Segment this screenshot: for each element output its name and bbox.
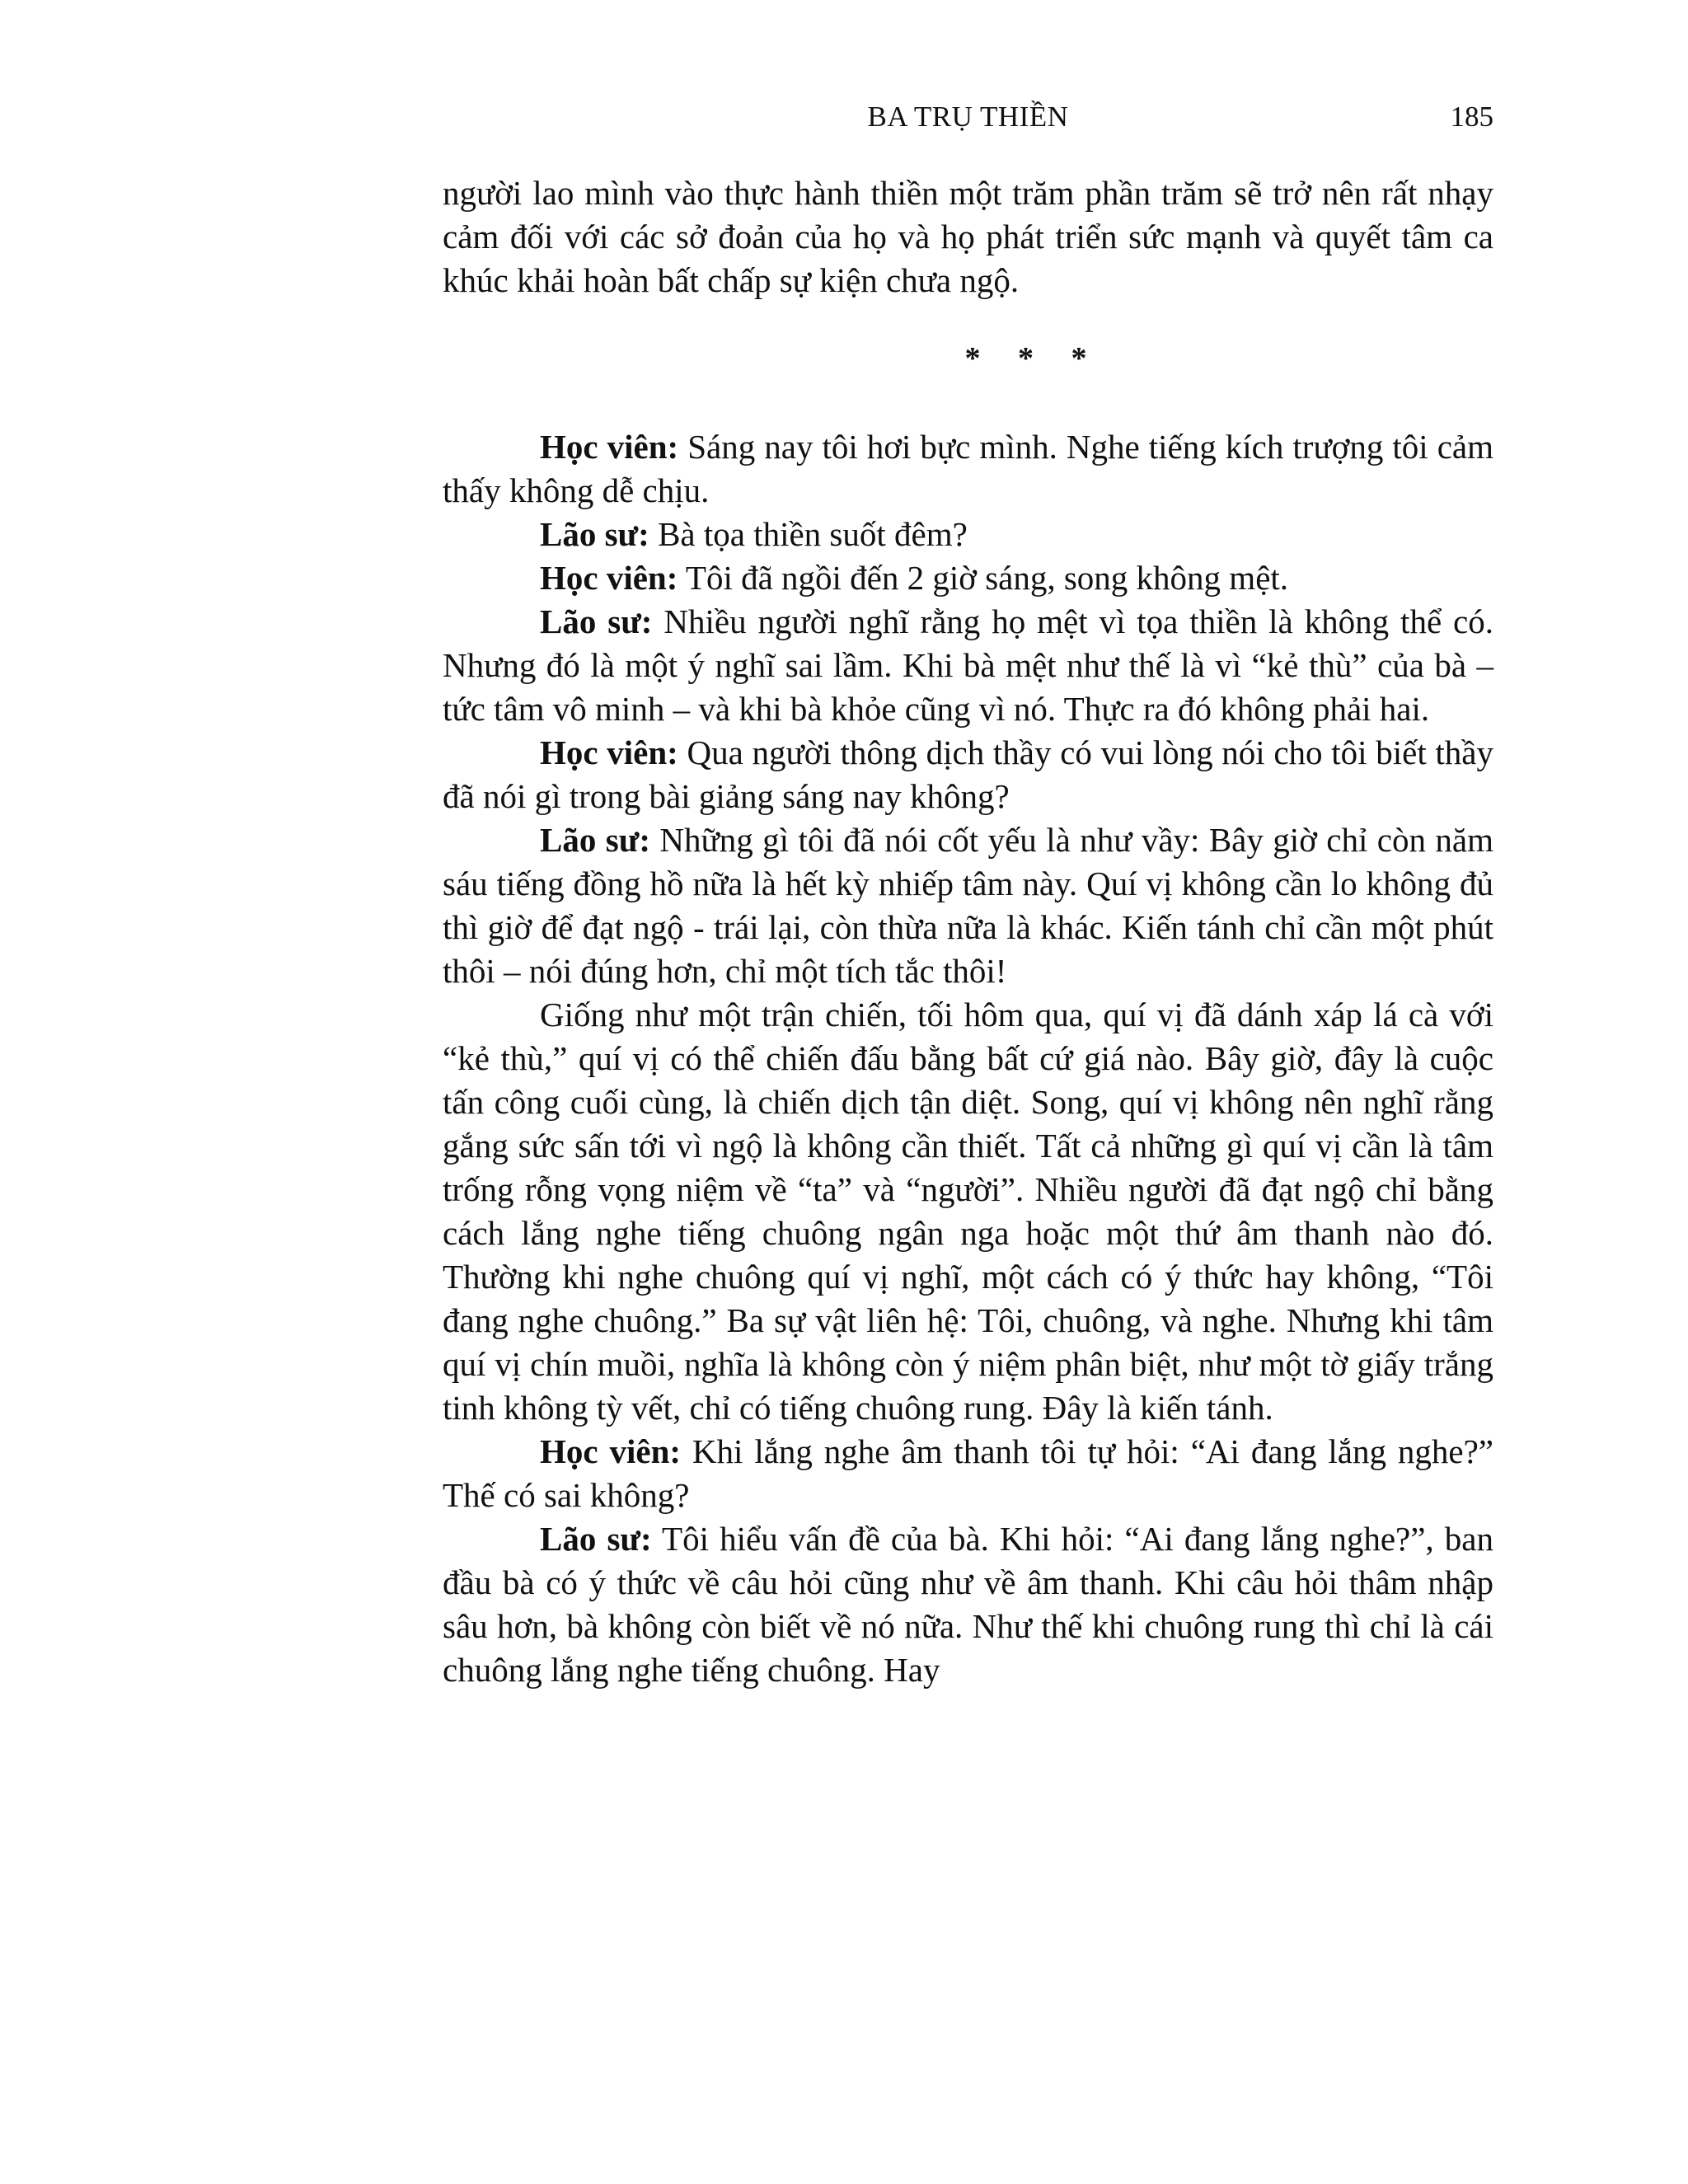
dialogue-text: Giống như một trận chiến, tối hôm qua, quí vị đã dánh xáp lá cà với “kẻ thù,” quí vị có thể chiến đấu bằng bất cứ giá nào. Bây giờ, đây là cuộc tấn công cuối cùng, là chiến dịch tận diệt. Song, quí vị không nên nghĩ rằng gắng sức sấn tới vì ngộ là không cần thiết. Tất cả những gì quí vị cần là tâm trống rỗng vọng niệm về “ta” và “người”. Nhiều người đã đạt ngộ chỉ bằng cách lắng nghe tiếng chuông ngân nga hoặc một thứ âm thanh nào đó. Thường khi nghe chuông quí vị nghĩ, một cách có ý thức hay không, “Tôi đang nghe chuông.” Ba sự vật liên hệ: Tôi, chuông, và nghe. Nhưng khi tâm quí vị chín muồi, nghĩa là không còn ý niệm phân biệt, như một tờ giấy trắng tinh không tỳ vết, chỉ có tiếng chuông rung. Đây là kiến tánh. bbox=[443, 996, 1493, 1427]
speaker-label: Học viên: bbox=[540, 428, 679, 466]
dialogue-text: Tôi đã ngồi đến 2 giờ sáng, song không mệt. bbox=[678, 559, 1289, 597]
dialogue-paragraph bbox=[443, 513, 1493, 556]
running-header bbox=[443, 99, 1493, 135]
body-text bbox=[443, 171, 1493, 1692]
dialogue-text: Bà tọa thiền suốt đêm? bbox=[649, 515, 968, 553]
dialogue-text: Sáng nay tôi hơi bực mình. Nghe tiếng kích trượng tôi cảm thấy không dễ chịu. bbox=[443, 428, 1493, 509]
dialogue-paragraph bbox=[443, 1430, 1493, 1517]
dialogue-text: Những gì tôi đã nói cốt yếu là như vầy: Bây giờ chỉ còn năm sáu tiếng đồng hồ nữa là hết kỳ nhiếp tâm này. Quí vị không cần lo không đủ thì giờ để đạt ngộ - trái lại, còn thừa nữa là khác. Kiến tánh chỉ cần một phút thôi – nói đúng hơn, chỉ một tích tắc thôi! bbox=[443, 821, 1493, 990]
dialogue-paragraph bbox=[443, 993, 1493, 1430]
dialogue-text: Qua người thông dịch thầy có vui lòng nói cho tôi biết thầy đã nói gì trong bài giảng sáng nay không? bbox=[443, 733, 1494, 815]
dialogue-text: Tôi hiểu vấn đề của bà. Khi hỏi: “Ai đang lắng nghe?”, ban đầu bà có ý thức về câu hỏi cũng như về âm thanh. Khi câu hỏi thâm nhập sâu hơn, bà không còn biết về nó nữa. Như thế khi chuông rung thì chỉ là cái chuông lắng nghe tiếng chuông. Hay bbox=[443, 1520, 1493, 1689]
speaker-label: Lão sư: bbox=[540, 821, 650, 859]
book-page bbox=[443, 99, 1493, 1692]
speaker-label: Học viên: bbox=[540, 733, 678, 771]
speaker-label: Lão sư: bbox=[540, 515, 649, 553]
speaker-label: Học viên: bbox=[540, 559, 678, 597]
dialogue-paragraph bbox=[443, 731, 1493, 818]
page-number: 185 bbox=[1450, 101, 1493, 133]
speaker-label: Lão sư: bbox=[540, 1520, 652, 1558]
section-separator: * * * bbox=[964, 341, 1087, 376]
dialogue-text: Khi lắng nghe âm thanh tôi tự hỏi: “Ai đang lắng nghe?” Thế có sai không? bbox=[443, 1432, 1493, 1514]
speaker-label: Lão sư: bbox=[540, 602, 653, 640]
speaker-label: Học viên: bbox=[540, 1432, 682, 1470]
dialogue-paragraph bbox=[443, 425, 1493, 513]
intro-paragraph: người lao mình vào thực hành thiền một trăm phần trăm sẽ trở nên rất nhạy cảm đối với các sở đoản của họ và họ phát triển sức mạnh và quyết tâm ca khúc khải hoàn bất chấp sự kiện chưa ngộ. bbox=[443, 174, 1493, 299]
running-title: BA TRỤ THIỀN bbox=[867, 101, 1069, 133]
dialogue-paragraph bbox=[443, 818, 1493, 993]
dialogue-text: Nhiều người nghĩ rằng họ mệt vì tọa thiền là không thể có. Nhưng đó là một ý nghĩ sai lầm. Khi bà mệt như thế là vì “kẻ thù” của bà – tức tâm vô minh – và khi bà khỏe cũng vì nó. Thực ra đó không phải hai. bbox=[443, 602, 1493, 728]
dialogue-paragraph bbox=[443, 600, 1493, 731]
dialogue-paragraph bbox=[443, 556, 1493, 600]
dialogue-paragraph bbox=[443, 1517, 1493, 1692]
